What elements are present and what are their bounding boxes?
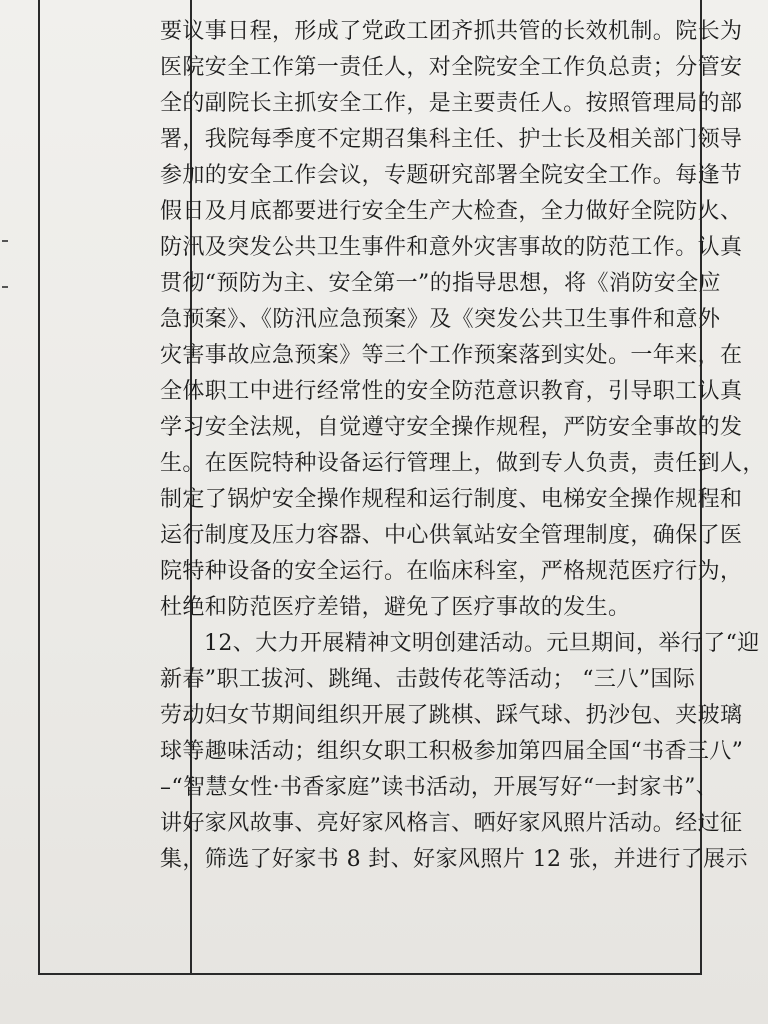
text-line: 参加的安全工作会议，专题研究部署全院安全工作。每逢节 (160, 163, 743, 188)
text-line: 12、大力开展精神文明创建活动。元旦期间，举行了“迎 (204, 631, 760, 656)
body-text (160, 14, 765, 878)
text-line: 球等趣味活动；组织女职工积极参加第四届全国“书香三八” (160, 739, 744, 764)
text-line: 制定了锅炉安全操作规程和运行制度、电梯安全操作规程和 (160, 487, 743, 512)
margin-mark (2, 286, 8, 288)
text-line: 医院安全工作第一责任人，对全院安全工作负总责；分管安 (160, 55, 743, 80)
text-line: –“智慧女性·书香家庭”读书活动，开展写好“一封家书”、 (160, 775, 719, 800)
text-line: 生。在医院特种设备运行管理上，做到专人负责，责任到人， (160, 451, 765, 476)
text-line: 全的副院长主抓安全工作，是主要责任人。按照管理局的部 (160, 91, 743, 116)
text-line: 学习安全法规，自觉遵守安全操作规程，严防安全事故的发 (160, 415, 743, 440)
text-line: 新春”职工拔河、跳绳、击鼓传花等活动； “三八”国际 (160, 667, 696, 692)
text-line: 署，我院每季度不定期召集科主任、护士长及相关部门领导 (160, 127, 743, 152)
text-line: 灾害事故应急预案》等三个工作预案落到实处。一年来，在 (160, 343, 743, 368)
text-line: 讲好家风故事、亮好家风格言、晒好家风照片活动。经过征 (160, 811, 743, 836)
text-line: 运行制度及压力容器、中心供氧站安全管理制度，确保了医 (160, 523, 743, 548)
text-line: 急预案》、《防汛应急预案》及《突发公共卫生事件和意外 (160, 307, 721, 332)
text-line: 杜绝和防范医疗差错，避免了医疗事故的发生。 (160, 595, 631, 620)
text-line: 集，筛选了好家书 8 封、好家风照片 12 张，并进行了展示 (160, 847, 748, 872)
text-line: 防汛及突发公共卫生事件和意外灾害事故的防范工作。认真 (160, 235, 743, 260)
text-line: 劳动妇女节期间组织开展了跳棋、踩气球、扔沙包、夹玻璃 (160, 703, 743, 728)
text-line: 要议事日程，形成了党政工团齐抓共管的长效机制。院长为 (160, 19, 743, 44)
text-line: 贯彻“预防为主、安全第一”的指导思想，将《消防安全应 (160, 271, 721, 296)
text-line: 假日及月底都要进行安全生产大检查，全力做好全院防火、 (160, 199, 743, 224)
text-line: 全体职工中进行经常性的安全防范意识教育，引导职工认真 (160, 379, 743, 404)
text-line: 院特种设备的安全运行。在临床科室，严格规范医疗行为， (160, 559, 743, 584)
margin-mark (2, 240, 8, 242)
